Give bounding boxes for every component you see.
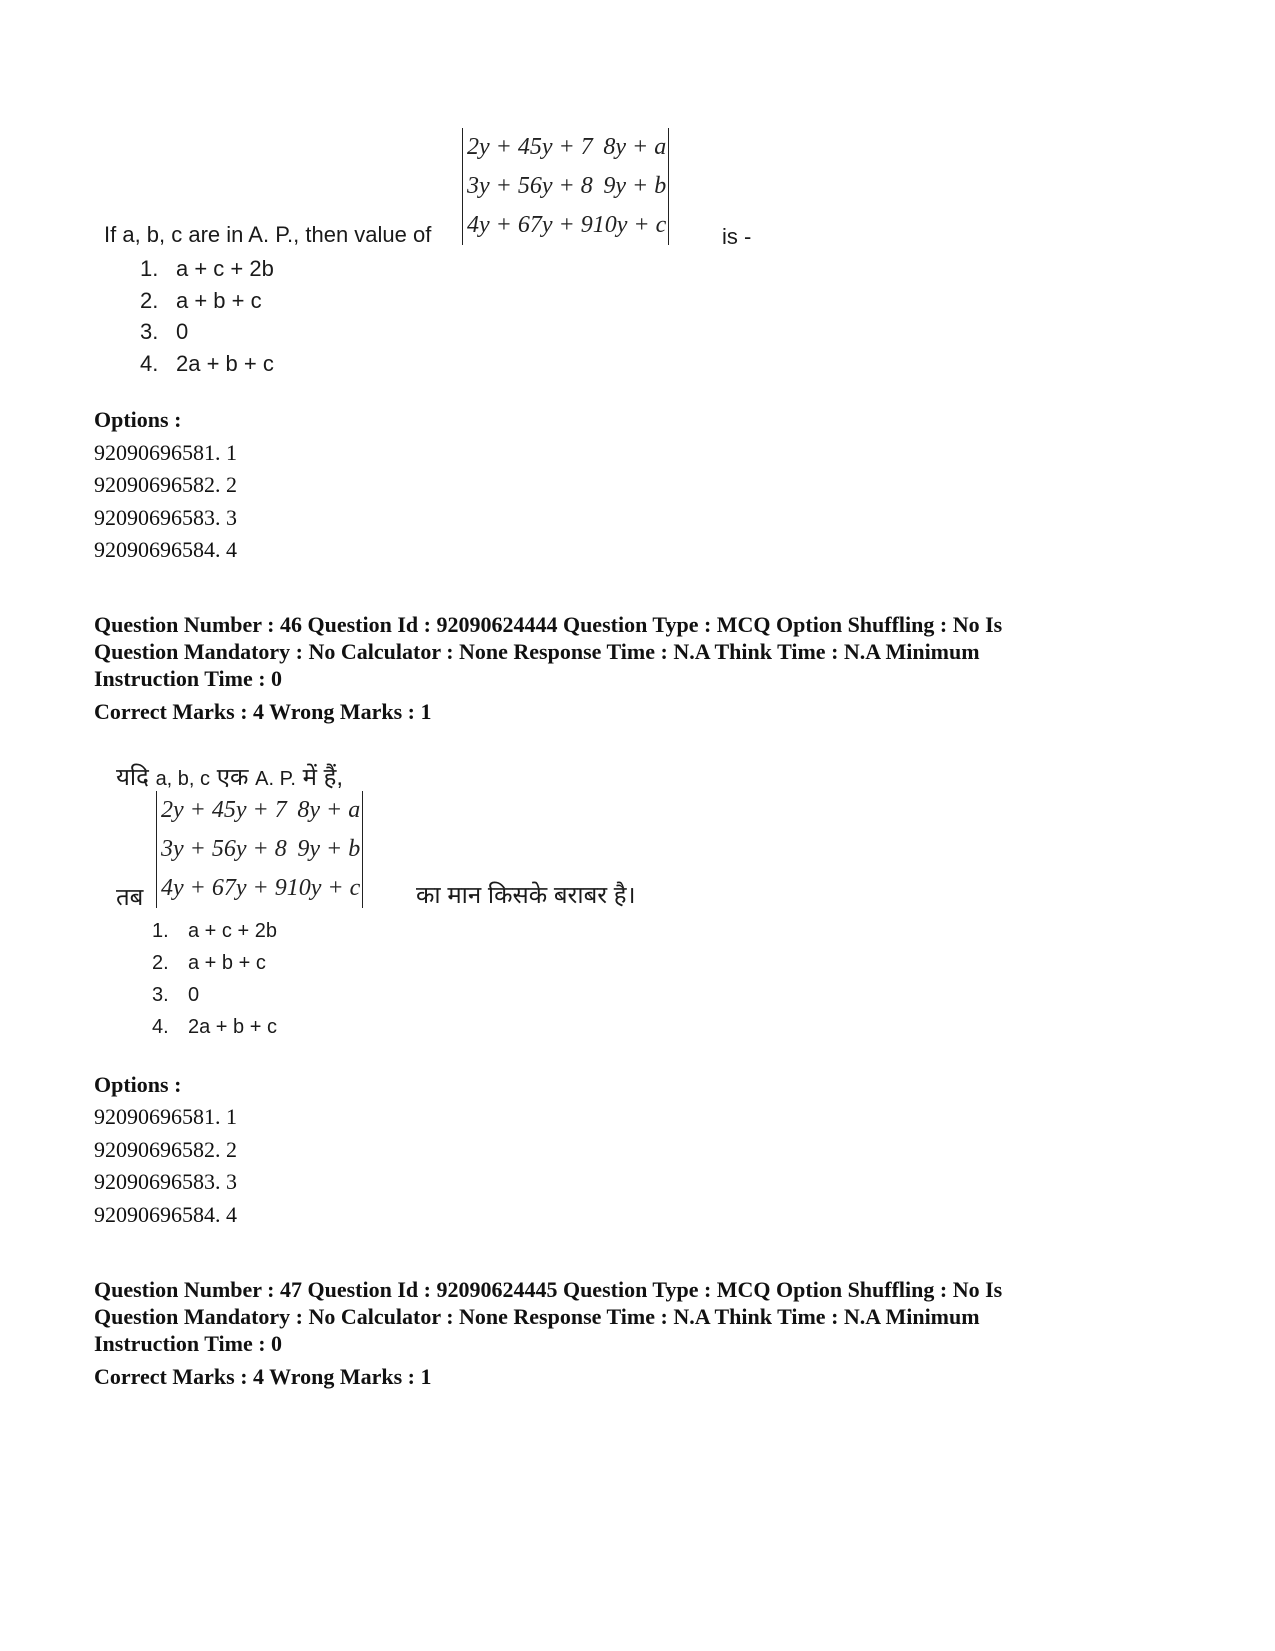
matrix-cell: 6y + 8 [223,836,287,862]
determinant-table [463,128,668,245]
option-item: 92090696582. 2 [94,1137,237,1162]
question-stem-suffix: का मान किसके बराबर है। [416,882,636,909]
matrix-row [463,128,668,167]
marks-line: Correct Marks : 4 Wrong Marks : 1 [94,1364,432,1389]
matrix-cell: 2y + 4 [161,797,224,823]
matrix-cell: 2y + 4 [467,134,530,160]
hindi-word: एक [216,764,249,791]
matrix-cell: 7y + 9 [529,212,593,238]
choice-number: 3. [152,984,169,1006]
matrix-row [157,830,362,869]
question-stem-prefix: तब [116,884,144,911]
determinant-matrix [462,128,669,245]
matrix-cell: 6y + 8 [529,173,593,199]
matrix-cell: 8y + a [603,134,667,160]
option-item: 92090696581. 1 [94,440,237,465]
option-item: 92090696582. 2 [94,472,237,497]
choice-text: 0 [188,984,200,1006]
choice-number: 1. [152,920,169,942]
hindi-word: यदि [116,764,149,791]
matrix-cell: 4y + 6 [467,212,530,238]
matrix-cell: 5y + 7 [223,797,287,823]
choice-item [152,1016,277,1039]
question-meta [94,611,1094,725]
choice-text: 0 [176,319,189,344]
choice-number: 2. [152,952,169,974]
matrix-cell: 8y + a [297,797,361,823]
matrix-cell: 9y + b [603,173,667,199]
stem-ap: A. P. [255,768,296,790]
choice-item [152,984,199,1007]
hindi-word: में हैं, [302,764,343,791]
choice-item [140,351,274,377]
choice-number: 3. [140,319,159,344]
matrix-row [463,206,668,245]
choice-number: 1. [140,256,159,281]
matrix-cell: 5y + 7 [529,134,593,160]
meta-line: Instruction Time : 0 [94,1331,283,1356]
meta-line: Question Number : 46 Question Id : 92090624444 Question Type : MCQ Option Shuffling : No Is [94,612,1003,637]
options-label: Options : [94,1072,182,1097]
marks-line: Correct Marks : 4 Wrong Marks : 1 [94,699,432,724]
option-item: 92090696584. 4 [94,1202,237,1227]
matrix-row [463,167,668,206]
option-item: 92090696583. 3 [94,1169,237,1194]
choice-text: a + b + c [176,288,262,313]
choice-item [152,952,266,975]
matrix-row [157,791,362,830]
matrix-cell: 10y + c [286,875,361,901]
choice-text: a + c + 2b [188,920,277,942]
matrix-cell: 7y + 9 [223,875,287,901]
choice-item [152,920,277,943]
determinant-matrix [156,791,363,908]
option-item: 92090696584. 4 [94,537,237,562]
choice-text: 2a + b + c [188,1016,277,1038]
matrix-cell: 3y + 5 [161,836,224,862]
matrix-cell: 9y + b [297,836,361,862]
choice-item [140,288,262,314]
question-meta-text [94,1276,1094,1390]
option-item: 92090696583. 3 [94,505,237,530]
choice-item [140,256,274,282]
choice-text: a + b + c [188,952,266,974]
matrix-cell: 4y + 6 [161,875,224,901]
choice-text: a + c + 2b [176,256,274,281]
option-item: 92090696581. 1 [94,1104,237,1129]
matrix-cell: 3y + 5 [467,173,530,199]
hindi-stem-line1 [116,760,343,793]
matrix-row [157,869,362,908]
meta-line: Question Mandatory : No Calculator : None Response Time : N.A Think Time : N.A Minimum [94,639,980,664]
question-stem-suffix: is - [722,224,752,249]
choice-number: 4. [140,351,159,376]
meta-line: Question Number : 47 Question Id : 92090624445 Question Type : MCQ Option Shuffling : No Is [94,1277,1003,1302]
question-meta-text [94,611,1094,725]
question-stem-prefix: If a, b, c are in A. P., then value of [104,222,432,247]
choice-item [140,319,188,345]
choice-text: 2a + b + c [176,351,274,376]
choice-number: 4. [152,1016,169,1038]
matrix-cell: 10y + c [592,212,667,238]
meta-line: Instruction Time : 0 [94,666,283,691]
determinant-table [157,791,362,908]
stem-vars: a, b, c [155,768,211,790]
question-meta [94,1276,1094,1390]
choice-number: 2. [140,288,159,313]
options-label: Options : [94,407,182,432]
meta-line: Question Mandatory : No Calculator : None Response Time : N.A Think Time : N.A Minimum [94,1304,980,1329]
